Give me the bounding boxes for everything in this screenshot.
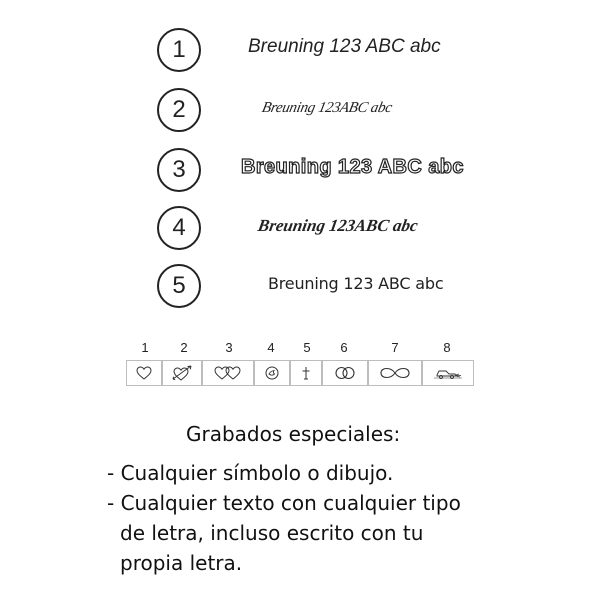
- font-sample-text-4: Breuning 123ABC abc: [256, 216, 420, 235]
- font-sample-text-1: Breuning 123 ABC abc: [248, 36, 441, 57]
- symbol-number-2: 2: [180, 340, 188, 355]
- symbol-strip: [0, 338, 600, 390]
- interlocked-rings-icon: [333, 366, 357, 380]
- symbol-number-1: 1: [141, 340, 149, 355]
- font-sample-row-5: [0, 262, 600, 310]
- number-circle-5: 5: [157, 264, 201, 308]
- symbol-box-6: [322, 360, 368, 386]
- wedding-car-icon: [431, 366, 465, 380]
- infinity-icon: [378, 366, 412, 380]
- font-sample-text-2: Breuning 123ABC abc: [260, 100, 394, 116]
- font-sample-row-2: [0, 86, 600, 134]
- font-sample-row-1: [0, 26, 600, 74]
- heart-arrow-icon: [171, 364, 193, 382]
- double-heart-icon: [214, 366, 242, 380]
- special-engravings-list: [107, 458, 577, 578]
- symbol-number-3: 3: [225, 340, 233, 355]
- font-sample-text-3: Breuning 123 ABC abc: [241, 156, 464, 178]
- symbol-box-4: [254, 360, 290, 386]
- symbol-number-4: 4: [267, 340, 275, 355]
- symbol-number-7: 7: [391, 340, 399, 355]
- symbol-number-5: 5: [303, 340, 311, 355]
- list-item: - Cualquier texto con cualquier tipo: [107, 491, 461, 515]
- list-item-continuation: de letra, incluso escrito con tu: [120, 521, 424, 545]
- symbol-box-8: [422, 360, 474, 386]
- number-circle-3: 3: [157, 148, 201, 192]
- symbol-box-2: [162, 360, 202, 386]
- heart-icon: [136, 366, 152, 380]
- symbol-box-7: [368, 360, 422, 386]
- symbol-box-3: [202, 360, 254, 386]
- dove-icon: [265, 366, 279, 380]
- symbol-box-1: [126, 360, 162, 386]
- font-sample-row-4: [0, 204, 600, 252]
- number-circle-2: 2: [157, 88, 201, 132]
- list-item-continuation: propia letra.: [120, 551, 243, 575]
- font-sample-row-3: [0, 146, 600, 194]
- number-circle-4: 4: [157, 206, 201, 250]
- symbol-number-6: 6: [340, 340, 348, 355]
- special-engravings-title: Grabados especiales:: [186, 422, 401, 446]
- list-item: - Cualquier símbolo o dibujo.: [107, 461, 394, 485]
- symbol-number-8: 8: [443, 340, 451, 355]
- number-circle-1: 1: [157, 28, 201, 72]
- cross-icon: [300, 366, 312, 380]
- symbol-box-5: [290, 360, 322, 386]
- font-sample-text-5: Breuning 123 ABC abc: [268, 274, 444, 293]
